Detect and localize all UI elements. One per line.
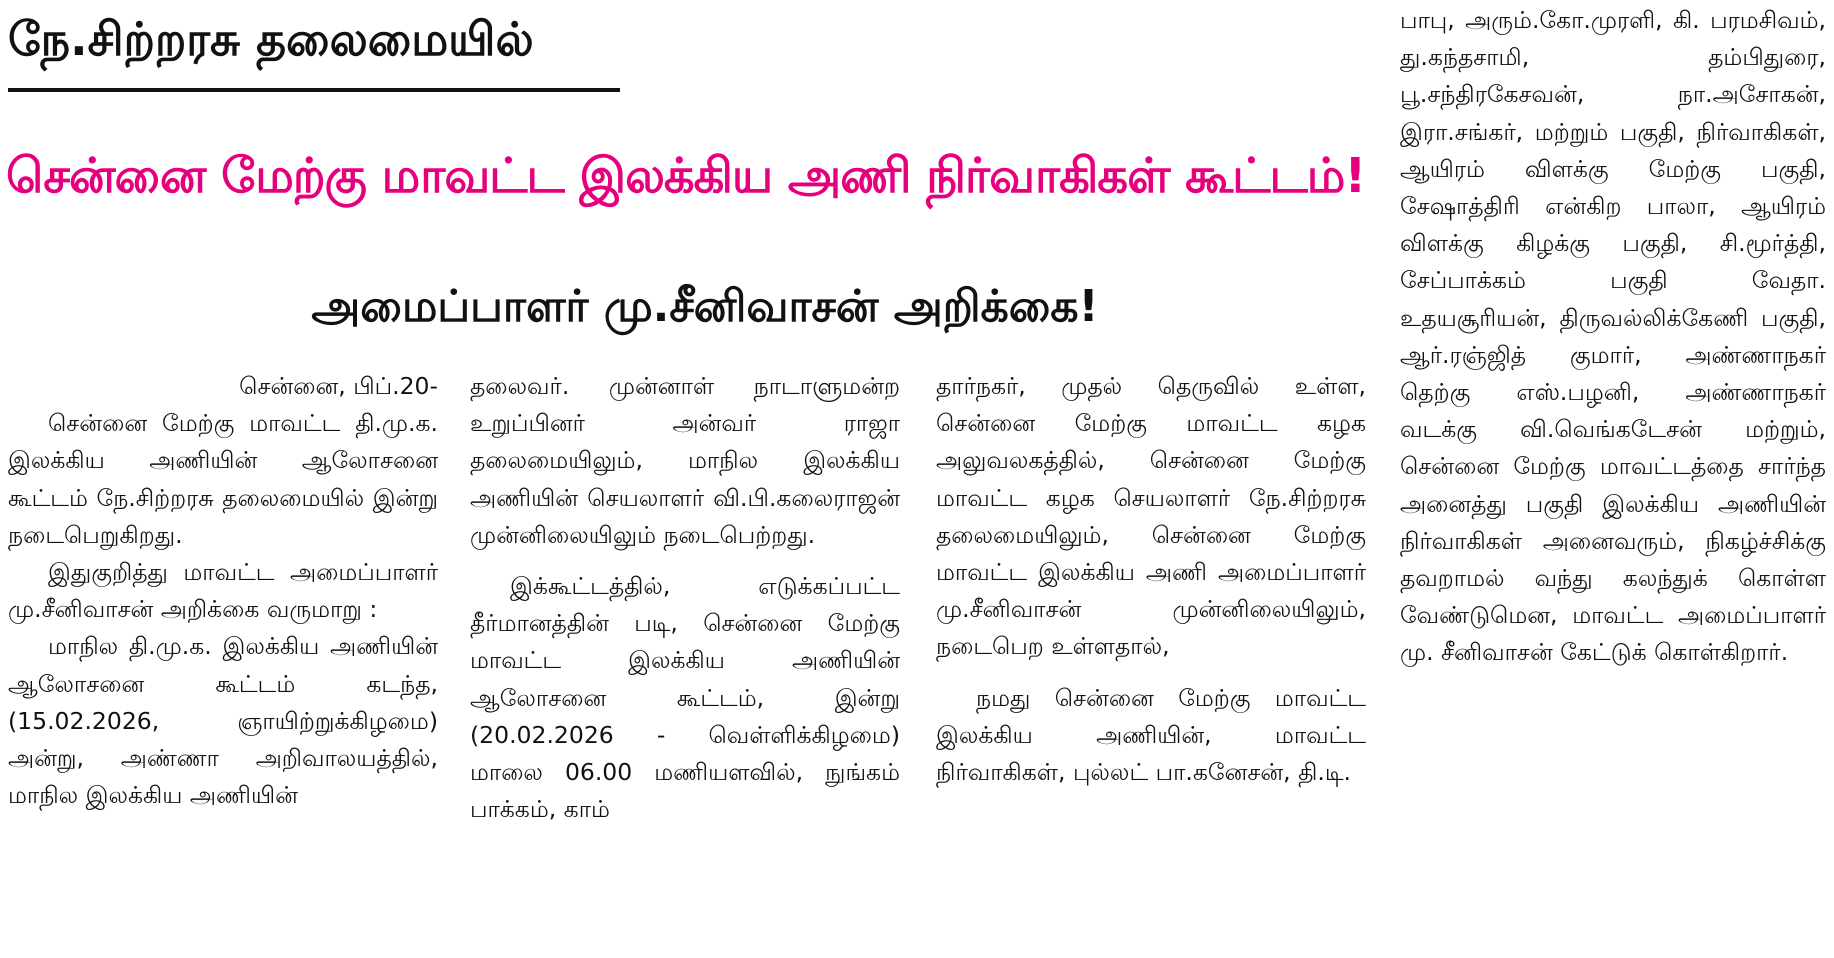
article-column-1: [8, 368, 438, 958]
paragraph-3-part-2: தலைவர். முன்னாள் நாடாளுமன்ற உறுப்பினர் அன்வர் ராஜா தலைமையிலும், மாநில இலக்கிய அணியின் செயலாளர் வி.பி.கலைராஜன் முன்னிலையிலும் நடைபெற்றது.: [470, 372, 900, 549]
article-column-3: [936, 368, 1366, 958]
paragraph-2: இதுகுறித்து மாவட்ட அமைப்பாளர் மு.சீனிவாசன் அறிக்கை வருமாறு :: [8, 558, 438, 624]
paragraph-1: சென்னை மேற்கு மாவட்ட தி.மு.க. இலக்கிய அணியின் ஆலோசனை கூட்டம் நே.சிற்றரசு தலைமையில் இன்று நடைபெறுகிறது.: [8, 409, 438, 549]
subheadline: அமைப்பாளர் மு.சீனிவாசன் அறிக்கை!: [311, 281, 1099, 332]
paragraph-4-part-2: தார்நகர், முதல் தெருவில் உள்ள, சென்னை மேற்கு மாவட்ட கழக அலுவலகத்தில், சென்னை மேற்கு மாவட்ட கழக செயலாளர் நே.சிற்றரசு தலைமையிலும், சென்னை மேற்கு மாவட்ட இலக்கிய அணி அமைப்பாளர் மு.சீனிவாசன் முன்னிலையிலும், நடைபெற உள்ளதால்,: [936, 372, 1366, 661]
kicker-underline: [8, 88, 620, 92]
article-column-2: [470, 368, 900, 958]
headline: சென்னை மேற்கு மாவட்ட இலக்கிய அணி நிர்வாகிகள் கூட்டம்!: [6, 148, 1366, 204]
article-column-4: [1400, 0, 1826, 958]
paragraph-4-part-1: இக்கூட்டத்தில், எடுக்கப்பட்ட தீர்மானத்தின் படி, சென்னை மேற்கு மாவட்ட இலக்கிய அணியின் ஆலோசனை கூட்டம், இன்று (20.02.2026 - வெள்ளிக்கிழமை) மாலை 06.00 மணியளவில், நுங்கம் பாக்கம், காம்: [470, 572, 900, 824]
dateline: சென்னை, பிப்.20-: [239, 372, 438, 400]
kicker-title: நே.சிற்றரசு தலைமையில்: [8, 12, 534, 66]
paragraph-5-part-2: பாபு, அரும்.கோ.முரளி, கி. பரமசிவம், து.கந்தசாமி, தம்பிதுரை, பூ.சந்திரகேசவன், நா.அசோகன், இரா.சங்கர், மற்றும் பகுதி, நிர்வாகிகள், ஆயிரம் விளக்கு மேற்கு பகுதி, சேஷாத்திரி என்கிற பாலா, ஆயிரம் விளக்கு கிழக்கு பகுதி, சி.மூர்த்தி, சேப்பாக்கம் பகுதி வேதா. உதயசூரியன், திருவல்லிக்கேணி பகுதி, ஆர்.ரஞ்ஜித் குமார், அண்ணாநகர் தெற்கு எஸ்.பழனி, அண்ணாநகர் வடக்கு வி.வெங்கடேசன் மற்றும், சென்னை மேற்கு மாவட்டத்தை சார்ந்த அனைத்து பகுதி இலக்கிய அணியின் நிர்வாகிகள் அனைவரும், நிகழ்ச்சிக்கு தவறாமல் வந்து கலந்துக் கொள்ள வேண்டுமென, மாவட்ட அமைப்பாளர் மு. சீனிவாசன் கேட்டுக் கொள்கிறார்.: [1400, 6, 1826, 667]
paragraph-5-part-1: நமது சென்னை மேற்கு மாவட்ட இலக்கிய அணியின், மாவட்ட நிர்வாகிகள், புல்லட் பா.கனேசன், தி.டி.: [936, 683, 1366, 787]
paragraph-3-part-1: மாநில தி.மு.க. இலக்கிய அணியின் ஆலோசனை கூட்டம் கடந்த, (15.02.2026, ஞாயிற்றுக்கிழமை) அன்று, அண்ணா அறிவாலயத்தில், மாநில இலக்கிய அணியின்: [8, 632, 438, 810]
